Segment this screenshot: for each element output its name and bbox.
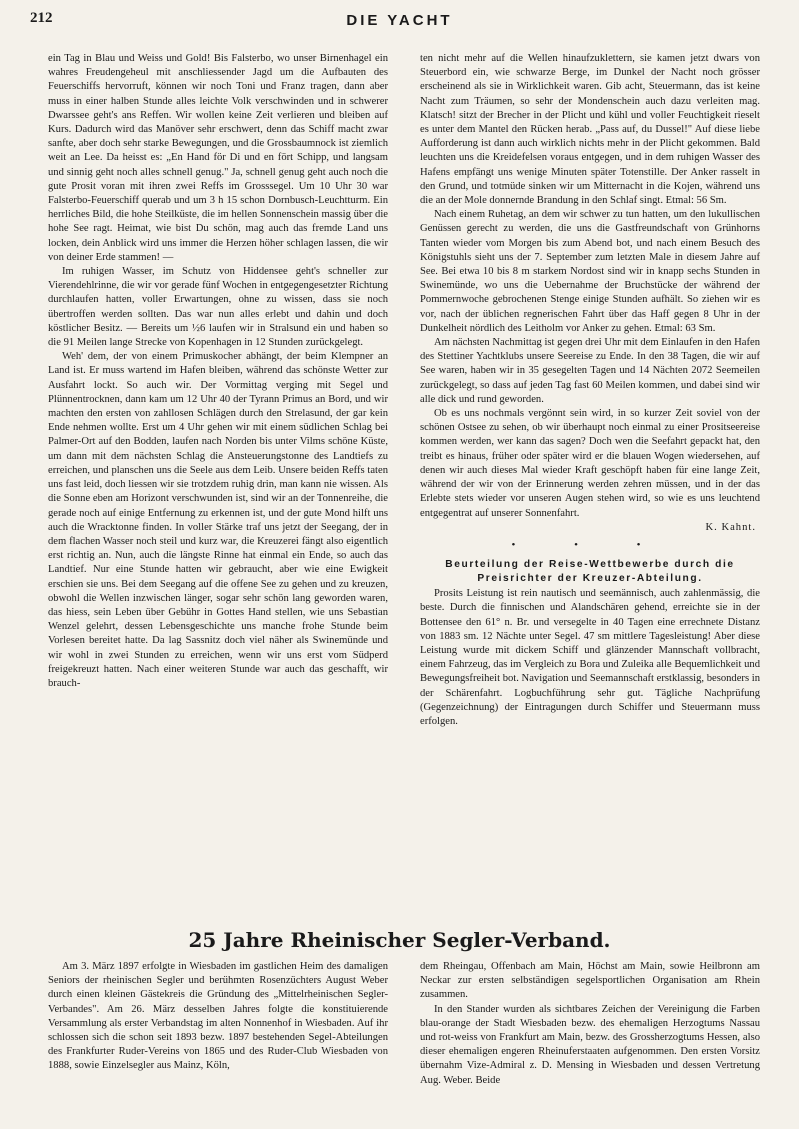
- paragraph: ten nicht mehr auf die Wellen hinaufzuklettern, sie kamen jetzt dwars von Steuerbord ein, wie schwarze Berge, im Dunkel der Nacht noch grösser erscheinend als sie in Wirklichkeit waren. Gib acht, Steuermann, das ist keine Nacht zum Träumen, so sehr der Mondenschein auch dazu verleiten mag. Klatsch! sitzt der Brecher in der Plicht und kühl und voller Feuchtigkeit rieselt es unter dem Mantel den Rücken herab. „Pass auf, du Dussel!" Auf diese liebe Aufforderung ist dann auch wirklich nichts mehr in der Plicht gekommen. Bald leuchten uns die Kreidefelsen voraus entgegen, und in dem ruhigen Wasser des Hafens empfängt uns wenige Minuten später Totenstille. Der Anker rasselt in den Grund, und totmüde sinken wir um Mitternacht in die Kojen, während uns die an der Mole donnernde Brandung in den Schlaf singt. Etmal: 56 Sm.: [420, 53, 760, 207]
- paragraph: dem Rheingau, Offenbach am Main, Höchst am Main, sowie Heilbronn am Neckar zur ersten selbständigen segelsportlichen Organisation am Rhein zusammen.: [420, 961, 760, 1001]
- paragraph: In den Stander wurden als sichtbares Zeichen der Vereinigung die Farben blau-orange der Stadt Wiesbaden bezw. des ehemaligen Herzogtums Nassau und rot-weiss von Frankfurt am Main, bezw. des Grossherzogtums Hessen, also dieser ehemaligen engeren Rheinuferstaaten aufgenommen. Den ersten Vorsitz übernahm Vize-Admiral z. D. Mensing in Wiesbaden und dessen Vertretung Aug. Weber. Beide: [420, 1003, 760, 1086]
- paragraph: Weh' dem, der von einem Primuskocher abhängt, der beim Klempner an Land ist. Er muss wartend im Hafen bleiben, während das schönste Wetter zur Ausfahrt lockt. So auch wir. Der Vormittag verging mit Segel und Plünnentrocknen, dann kam um 12 Uhr 40 der Tyrann Primus an Bord, und wir machten den ersten von zahllosen Schlägen durch den Strelasund, der gar kein Ende nehmen wollte. Erst um 4 Uhr gehen wir mit einem südlichen Schlag bei Palmer-Ort auf den Bodden, laufen nach Norden bis unter Vilms schöne Küste, um dann mit dem nächsten Schlag die Ansteuerungstonne des Landtiefs zu erreichen, und planschen uns die Seele aus dem Leib. Unsere beiden Reffs taten uns fast leid, doch liessen wir sie trotzdem ruhig drin, man kann nie wissen. Als die Sonne eben am Horizont verschwunden ist, sind wir an der Tonnenreihe, die gerade noch auf einige Entfernung zu erkennen ist, und der gute Mond hilft uns auch die Wracktonne finden. In voller Stärke traf uns jetzt der Seegang, der in dem flachen Wasser noch steil und kurz war, die Kreuzerei fängt also eigentlich erst richtig an. Nun, auch die längste Rinne hat einmal ein Ende, so auch das Landtief. Nur eine Stunde hatten wir gebraucht, aber wie eine Ewigkeit erschien sie uns. Bei dem Seegang auf die offene See zu gehen und zu kreuzen, obwohl die Wellen inzwischen länger, sogar sehr schön lang geworden waren, das hiess, sein Leben über Gebühr in Gottes Hand stellen, wie uns Sebastian Wenzel gelehrt, dessen Lebensgeschichte uns manche frohe Stunde beim Vorlesen bereitet hatte. Da lag Sassnitz doch viel näher als Swinemünde und wir wohl in zwei Stunden zu erreichen, wenn wir uns erst vom Südperd freigekreuzt hatten. Nach einer weiteren Stunde war auch das geschafft, wir brauch-: [48, 351, 388, 689]
- paragraph: Ob es uns nochmals vergönnt sein wird, in so kurzer Zeit soviel von der schönen Ostsee zu sehen, ob wir überhaupt noch einmal zu einer Prositseereise kommen werden, wer kann das sagen? Doch wen die Seefahrt gepackt hat, den treibt es hinaus, früher oder später wird er die blauen Wogen wiedersehen, auf denen wir auch dieses Mal wieder Kraft geschöpft haben für eine lange Zeit, während der wir von der Erinnerung werden zehren müssen, und in der das Erlebte stets wieder vor unseren Augen stehen wird, so wie es uns leuchtend entgegentrat auf unserer Sonnenfahrt.: [420, 408, 760, 519]
- left-column: [48, 52, 388, 691]
- paragraph: Im ruhigen Wasser, im Schutz von Hiddensee geht's schneller zur Vierendehlrinne, die wir vor gerade fünf Wochen in entgegengesetzter Richtung durchlaufen hatten, voller Erwartungen, ohne zu wissen, dass sie noch übertroffen werden sollten. Das war nun alles erlebt und dahin und doch köstlicher Besitz. — Bereits um ½6 laufen wir in Stralsund ein und haben so die 91 Meilen lange Strecke von Kopenhagen in 12 Stunden zurückgelegt.: [48, 266, 388, 349]
- article-right-column: [420, 960, 760, 1088]
- page-number: 212: [30, 10, 53, 26]
- running-title: DIE YACHT: [346, 12, 453, 29]
- paragraph: Am nächsten Nachmittag ist gegen drei Uhr mit dem Einlaufen in den Hafen des Stettiner Yachtklubs unsere Seereise zu Ende. In den 38 Tagen, die wir auf See waren, haben wir in 35 gesegelten Tagen und 14 Nächten 2072 Seemeilen zurückgelegt, so dass auf jeden Tag fast 60 Meilen kommen, und dabei sind wir alle dick und rund geworden.: [420, 337, 760, 405]
- section-separator: • • •: [511, 538, 669, 551]
- paragraph: Nach einem Ruhetag, an dem wir schwer zu tun hatten, um den lukullischen Genüssen gerecht zu werden, die uns die Gastfreundschaft von Grünhorns Tanten wieder vom Morgen bis zum Abend bot, und nach einem Besuch des Königstuhls sieht uns der 7. September zum letzten Male in diesem Jahre auf See. Bei etwa 10 bis 8 m starkem Nordost sind wir in knapp sechs Stunden in Swinemünde, wo uns die Uebernahme der Bruchstücke der während der Pommernwoche gebrochenen Stenge einige Stunden aufhält. So ziehen wir es vor, nach der üblichen regnerischen Fahrt über das Haff gegen 8 Uhr in der Dunkelheit nördlich des Leitholm vor Anker zu gehen. Etmal: 63 Sm.: [420, 209, 760, 334]
- subsection-title: Beurteilung der Reise-Wettbewerbe durch die Preisrichter der Kreuzer-Abteilung.: [445, 559, 735, 584]
- paragraph: Prosits Leistung ist rein nautisch und seemännisch, auch zahlenmässig, die beste. Durch die finnischen und Alandschären gehend, erreichte sie in der Bottensee den 61° n. Br. und versegelte in 40 Tagen eine errechnete Distanz von 1883 sm. 12 Nächte unter Segel. 47 sm mittlere Tagesleistung! Aber diese Leistung wurde mit dickem Schiff und glänzender Mannschaft vollbracht, einem Fahrzeug, das im Vergleich zu Bora und Zuleika alle Bequemlichkeit und Bewegungsfreiheit bot. Navigation und Seemannschaft erstklassig, besonders in der Schärenfahrt. Logbuchführung sehr gut. Tägliche Nachprüfung (Gegenzeichnung) der Eintragungen durch Schiffer und Steuermann muss erfolgen.: [420, 588, 760, 727]
- article-headline: 25 Jahre Rheinischer Segler-Verband.: [188, 928, 611, 952]
- paragraph: Am 3. März 1897 erfolgte in Wiesbaden im gastlichen Heim des damaligen Seniors der rheinischen Segler und berühmten Rosenzüchters August Weber durch einen kleinen Gästekreis die Gründung des „Mittelrheinischen Segler-Verbandes". Am 26. März desselben Jahres folgte die konstituierende Versammlung als erster Verbandstag im alten Nonnenhof in Wiesbaden. Auf ihr schlossen sich die schon seit 1893 bezw. 1897 bestehenden Segel-Abteilungen des Frankfurter Ruder-Vereins von 1865 und des Ruder-Club Wiesbaden von 1888, sowie Einzelsegler aus Mainz, Köln,: [48, 961, 388, 1072]
- paragraph: ein Tag in Blau und Weiss und Gold! Bis Falsterbo, wo unser Birnenhagel ein wahres Freudengeheul mit anschliessender Jagd um die Aufbauten des Feuerschiffs hervorruft, können wir noch Toni und Franz tragen, dann aber muss in einer halben Stunde alles leichte Volk verschwinden und in schwerer Dwarssee geht's ans Reffen. Wir wollen keine Zeit verlieren und bleiben auf Kurs. Dadurch wird das Manöver sehr erschwert, denn das Schiff macht zwar sanfte, aber doch sehr starke Bewegungen, und die Grossbaumnock ist ziemlich weit an Lee. Da heisst es: „En Hand för Di und en fört Schipp, und langsam und sinnig geht noch alles schnell genug." Ja, schnell genug geht auch noch die gute Prosit voran mit ihren zwei Reffs im Grosssegel. Um 10 Uhr 30 war Falsterbo-Feuerschiff querab und um 3 h 15 schon Dornbusch-Leuchtturm. Ein herrliches Bild, die hohe Steilküste, die im hellen Sonnenschein massig über die hohe See ragt. Heimat, wie bist Du schön, mag auch das fremde Land uns locken, dein Anblick wird uns immer die Herzen höher schlagen lassen, die wir von deiner Erde stammen! —: [48, 53, 388, 263]
- article-left-column: [48, 960, 388, 1074]
- right-column: [420, 52, 760, 729]
- author-signature: K. Kahnt.: [705, 521, 756, 533]
